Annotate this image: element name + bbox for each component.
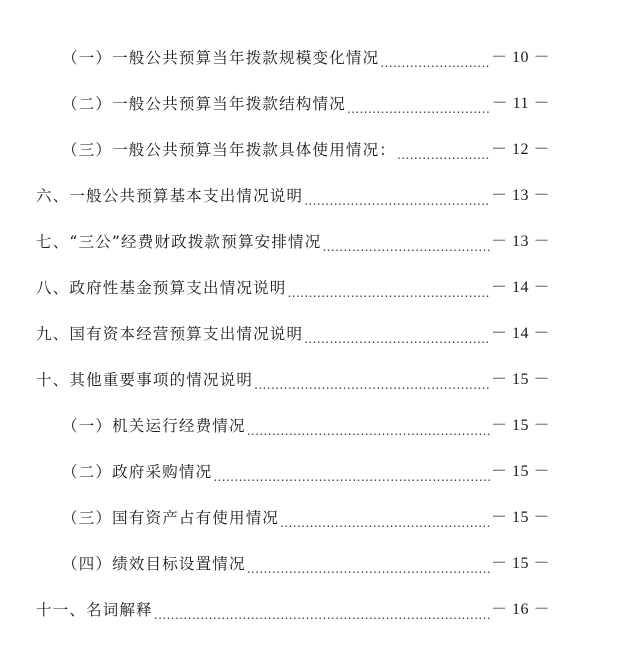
toc-dot-leader xyxy=(304,322,490,346)
toc-dot-leader xyxy=(397,138,490,162)
toc-dot-leader xyxy=(347,92,491,116)
toc-entry-title: 十一、名词解释 xyxy=(36,601,153,619)
toc-entry-title: 九、国有资本经营预算支出情况说明 xyxy=(36,325,304,343)
toc-entry-title: （三）一般公共预算当年拨款具体使用情况： xyxy=(62,141,397,159)
toc-dot-leader xyxy=(213,460,490,484)
toc-entry-title: （二）政府采购情况 xyxy=(62,463,213,481)
toc-entry[interactable] xyxy=(36,322,550,346)
toc-dot-leader xyxy=(322,230,490,254)
toc-entry-title: （四）绩效目标设置情况 xyxy=(62,555,246,573)
toc-entry[interactable] xyxy=(36,276,550,300)
toc-entry-title: （一）机关运行经费情况 xyxy=(62,417,246,435)
toc-page-number: － 10 － xyxy=(490,49,550,66)
toc-page-number: － 13 － xyxy=(490,187,550,204)
toc-entry[interactable] xyxy=(36,230,550,254)
toc-entry-title: 六、一般公共预算基本支出情况说明 xyxy=(36,187,304,205)
toc-page-number: － 15 － xyxy=(490,371,550,388)
toc-page-number: － 15 － xyxy=(490,417,550,434)
toc-dot-leader xyxy=(247,414,490,438)
toc-entry[interactable] xyxy=(62,138,550,162)
toc-page-number: － 15 － xyxy=(490,509,550,526)
toc-dot-leader xyxy=(247,552,490,576)
toc-entry-title: （三）国有资产占有使用情况 xyxy=(62,509,280,527)
toc-page-number: － 11 － xyxy=(491,95,550,112)
toc-page-number: － 15 － xyxy=(490,555,550,572)
toc-entry-title: 八、政府性基金预算支出情况说明 xyxy=(36,279,287,297)
toc-page-number: － 16 － xyxy=(490,601,550,618)
toc-entry-title: 七、“三公”经费财政拨款预算安排情况 xyxy=(36,233,322,251)
toc-dot-leader xyxy=(280,506,490,530)
toc-dot-leader xyxy=(380,46,490,70)
toc-dot-leader xyxy=(288,276,490,300)
toc-page-number: － 13 － xyxy=(490,233,550,250)
toc-page-number: － 14 － xyxy=(490,279,550,296)
toc-entry[interactable] xyxy=(62,506,550,530)
toc-entry[interactable] xyxy=(36,368,550,392)
toc-entry[interactable] xyxy=(62,552,550,576)
toc-dot-leader xyxy=(154,598,490,622)
toc-entry[interactable] xyxy=(62,460,550,484)
toc-entry-title: （一）一般公共预算当年拨款规模变化情况 xyxy=(62,49,380,67)
toc-dot-leader xyxy=(254,368,490,392)
toc-entry[interactable] xyxy=(62,92,550,116)
toc-page-number: － 14 － xyxy=(490,325,550,342)
toc-entry[interactable] xyxy=(62,414,550,438)
toc-page-number: － 15 － xyxy=(490,463,550,480)
toc-page-number: － 12 － xyxy=(490,141,550,158)
toc-entry[interactable] xyxy=(36,598,550,622)
toc-entry-title: 十、其他重要事项的情况说明 xyxy=(36,371,254,389)
toc-entry[interactable] xyxy=(36,184,550,208)
toc-entry[interactable] xyxy=(62,46,550,70)
toc-dot-leader xyxy=(304,184,490,208)
toc-entry-title: （二）一般公共预算当年拨款结构情况 xyxy=(62,95,346,113)
